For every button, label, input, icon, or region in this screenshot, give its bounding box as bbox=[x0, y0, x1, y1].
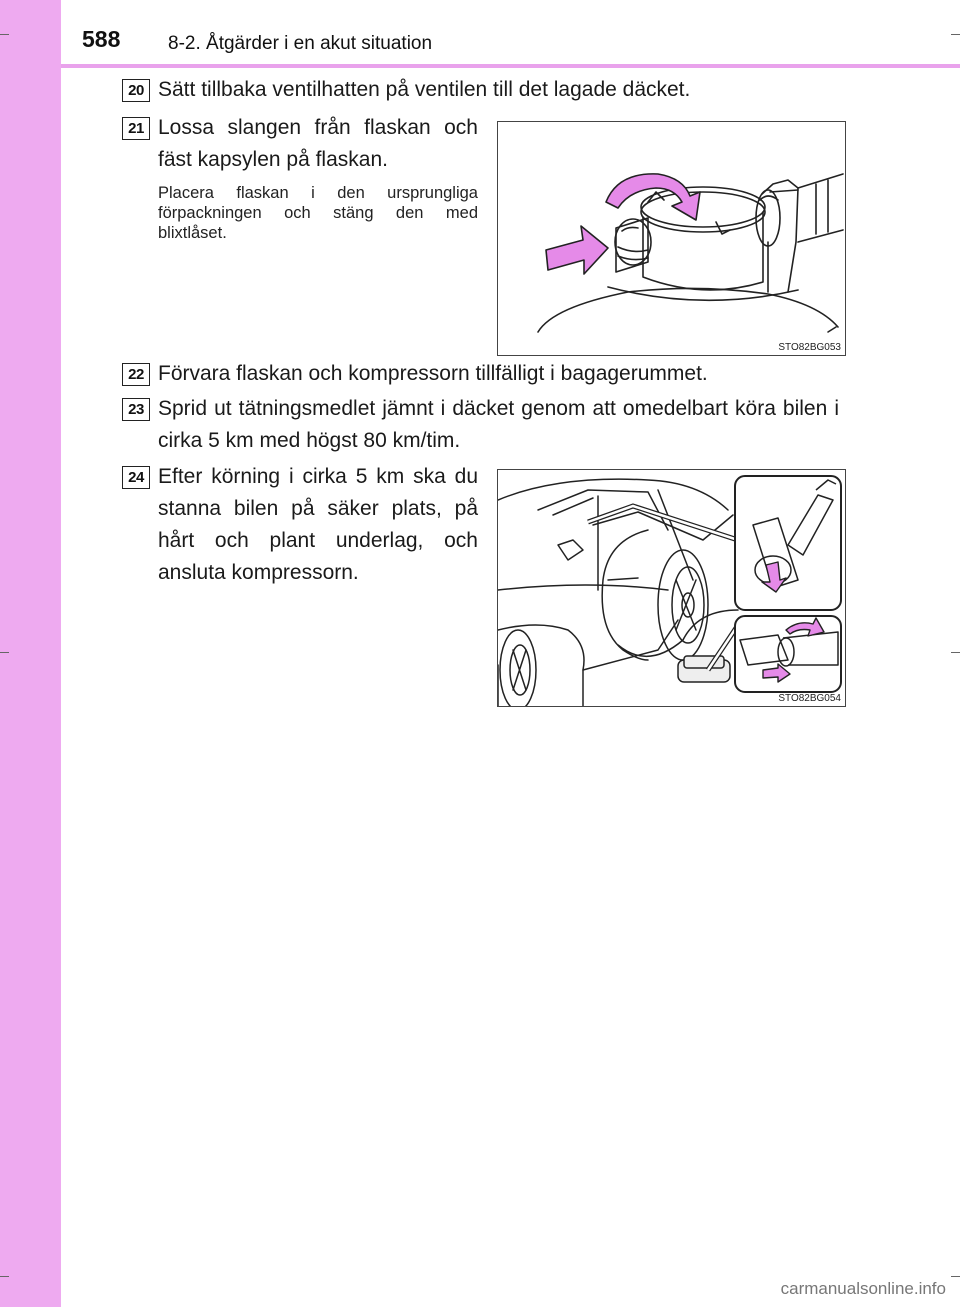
step-text-23: Sprid ut tätningsmedlet jämnt i däcket genom att omedelbart köra bilen i cirka 5 km med högst 80 km/tim. bbox=[158, 397, 839, 452]
step-note-21: Placera flaskan i den ursprungliga förpackningen och stäng den med blixtlåset. bbox=[158, 184, 478, 242]
crop-mark bbox=[0, 1276, 9, 1277]
step-number-22: 22 bbox=[122, 363, 150, 386]
figure-code: STO82BG053 bbox=[778, 342, 841, 353]
side-color-band bbox=[0, 0, 61, 1307]
step-number-20: 20 bbox=[122, 79, 150, 102]
step-text-21: Lossa slangen från flaskan och fäst kapsylen på flaskan. bbox=[158, 116, 478, 171]
figure-car-compressor bbox=[497, 469, 846, 707]
header-rule bbox=[61, 64, 960, 68]
figure-bottle-cap bbox=[497, 121, 846, 356]
step-number-23: 23 bbox=[122, 398, 150, 421]
section-title: 8-2. Åtgärder i en akut situation bbox=[168, 33, 433, 54]
figure-code: STO82BG054 bbox=[778, 693, 841, 704]
car-compressor-illustration bbox=[498, 470, 845, 706]
crop-mark bbox=[0, 652, 9, 653]
crop-mark bbox=[951, 1276, 960, 1277]
crop-mark bbox=[0, 34, 9, 35]
step-text-20: Sätt tillbaka ventilhatten på ventilen till det lagade däcket. bbox=[158, 78, 691, 101]
watermark: carmanualsonline.info bbox=[780, 1279, 946, 1298]
step-text-24: Efter körning i cirka 5 km ska du stanna bilen på säker plats, på hårt och plant underlag, och ansluta kompressorn. bbox=[158, 465, 478, 584]
page-number: 588 bbox=[82, 26, 121, 52]
crop-mark bbox=[951, 652, 960, 653]
step-text-22: Förvara flaskan och kompressorn tillfälligt i bagagerummet. bbox=[158, 362, 708, 385]
bottle-cap-illustration bbox=[498, 122, 845, 355]
step-number-24: 24 bbox=[122, 466, 150, 489]
crop-mark bbox=[951, 34, 960, 35]
step-number-21: 21 bbox=[122, 117, 150, 140]
